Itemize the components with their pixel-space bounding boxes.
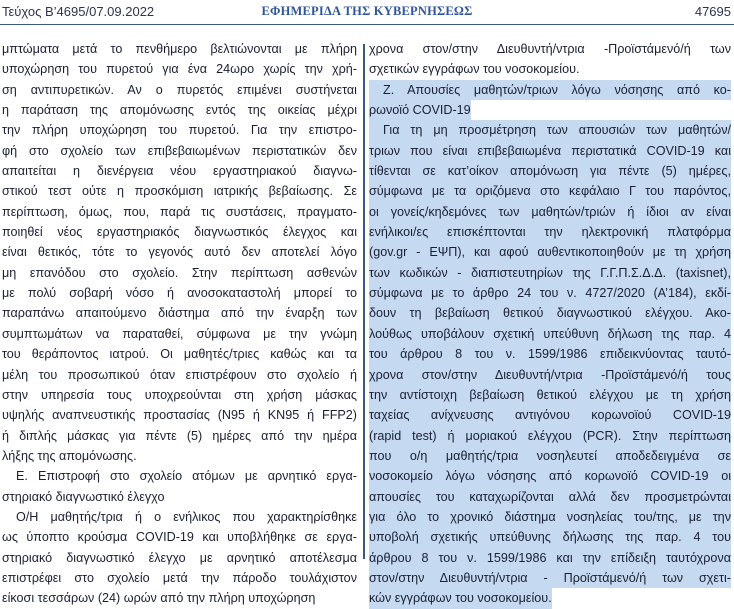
text-line: του θεράποντος ιατρού. Οι μαθητές/τριες καθώς και τα	[2, 347, 357, 362]
text-line: μπτώματα μετά το πενθήμερο βελτιώνονται με πλήρη	[2, 42, 357, 56]
text-line[interactable]: Ζ. Απουσίες μαθητών/τριων λόγω νόσησης από κο-	[369, 80, 731, 100]
right-column[interactable]	[369, 39, 731, 609]
text-line[interactable]: (gov.gr - ΕΨΠ), και αφού αυθεντικοποιηθούν με τη χρήση	[369, 242, 731, 262]
text-line: είκοσι τεσσάρων (24) ωρών από την πλήρη υποχώρηση	[2, 591, 316, 606]
section-z-heading[interactable]	[369, 80, 731, 121]
text-line: στην υπηρεσία τους υποχρεούνται στη χρήση μάσκας	[2, 387, 357, 402]
section-e-heading	[2, 466, 357, 507]
issue-label: Τεύχος Β’4695/07.09.2022	[2, 4, 155, 19]
text-line[interactable]: ρωνοϊό COVID-19	[369, 100, 471, 120]
column-divider	[363, 44, 365, 559]
text-line: ως ύποπτο κρούσμα COVID-19 και υποβλήθηκε σε εργα-	[2, 530, 357, 545]
text-line: Ο/Η μαθητής/τρια ή ο ενήλικος που χαρακτηρίσθηκε	[16, 509, 357, 524]
text-line: την πλήρη υποχώρηση του πυρετού. Για την επιστρο-	[2, 123, 357, 138]
text-line: Ε. Επιστροφή στο σχολείο ατόμων με αρνητικό εργα-	[16, 469, 357, 484]
text-line: η παράταση της απομόνωσης εντός της οικείας μέχρι	[2, 103, 357, 118]
text-line: συμπτωμάτων να παραταθεί, σύμφωνα με την γνώμη	[2, 326, 357, 341]
left-column	[2, 39, 357, 609]
section-e-body	[2, 507, 357, 609]
page-number: 47695	[694, 4, 731, 19]
continued-paragraph	[2, 39, 357, 466]
text-line[interactable]: (rapid test) ή μοριακού ελέγχου (PCR). Στην περίπτωση	[369, 426, 731, 446]
text-line: υποχώρηση του πυρετού για ένα 24ωρο χωρίς την χρή-	[2, 62, 357, 77]
text-line[interactable]: την αντίστοιχη βεβαίωση θετικού ελέγχου με τη χρήση	[369, 385, 731, 405]
text-line[interactable]: δουν τη βεβαίωση θετικού διαγνωστικού ελέγχου. Ακο-	[369, 303, 731, 323]
text-line[interactable]: υποβολή σχετικής υπεύθυνης δήλωσης της παρ. 4 του	[369, 527, 731, 547]
text-line: είναι θετικός, τότε το γεγονός αυτό δεν αποτελεί λόγο	[2, 245, 357, 260]
text-line: ση αντιπυρετικών. Αν ο πυρετός επιμένει συστήνεται	[2, 82, 357, 97]
text-line[interactable]: χρονα στον/στην Διευθυντή/ντρια -Προϊστάμενό/ή τους	[369, 365, 731, 385]
text-line[interactable]: άρθρου 8 του ν. 1599/1986 και την επίδειξη ταυτόχρονα	[369, 548, 731, 568]
text-line: στικού τεστ ούτε η προσκόμιση ιατρικής βεβαίωσης. Σε	[2, 184, 357, 199]
text-line[interactable]: λούθως υποβάλουν σχετική υπεύθυνη δήλωση της παρ. 4	[369, 324, 731, 344]
text-line: παραπάνω απαιτούμενο διάστημα από την έναρξη των	[2, 306, 357, 321]
text-line: ή διπλής μάσκας για πέντε (5) ημέρες από την ημέρα	[2, 428, 357, 443]
text-line: μέλη του προσωπικού όταν επιστρέφουν στο σχολείο ή	[2, 367, 357, 382]
text-line[interactable]: που ο/η μαθητής/τρια νοσηλευτεί αποδεδειγμένα σε	[369, 446, 731, 466]
text-line: με πολύ σοβαρή νόσο ή ανοσοκαταστολή μπορεί το	[2, 286, 357, 301]
text-line[interactable]: σύμφωνα με το άρθρο 24 του ν. 4727/2020 (Α’184), εκδί-	[369, 283, 731, 303]
gazette-title: ΕΦΗΜΕΡΙΔΑ ΤΗΣ ΚΥΒΕΡΝΗΣΕΩΣ	[261, 4, 473, 18]
text-line[interactable]: του άρθρου 8 του ν. 1599/1986 επιδεικνύοντας ταυτό-	[369, 344, 731, 364]
text-line[interactable]: των κωδικών - διαπιστευτηρίων της Γ.Γ.Π.Σ.Δ.Δ. (taxisnet),	[369, 263, 731, 283]
continued-paragraph	[369, 39, 731, 80]
text-line[interactable]: για όλο το χρονικό διάστημα νοσηλείας του/της, με την	[369, 507, 731, 527]
text-line[interactable]: τριων που είναι επιβεβαιωμένα περιστατικά COVID-19 και	[369, 141, 731, 161]
text-line[interactable]: κών εγγράφων του νοσοκομείου.	[369, 588, 552, 608]
page-header	[0, 0, 734, 25]
text-line: επιστρέφει στο σχολείο μετά την πάροδο τουλάχιστον	[2, 570, 357, 585]
text-line[interactable]: νοσοκομείο λόγω νόσησης από κορωνοϊό COVID-19 οι	[369, 466, 731, 486]
text-line: υψηλής αναπνευστικής προστασίας (N95 ή KN95 ή FFP2)	[2, 408, 357, 423]
text-line: μη επανόδου στο σχολείο. Στην περίπτωση ασθενών	[2, 265, 357, 280]
text-line[interactable]: σύμφωνα με τα οριζόμενα στο κεφάλαιο Γ του παρόντος,	[369, 181, 731, 201]
text-line: λήξης της απομόνωσης.	[2, 448, 137, 463]
text-line: απαιτείται η διενέργεια νέου εργαστηριακού διαγνω-	[2, 164, 357, 179]
text-line: περίπτωση, όμως, που, παρά τις συστάσεις, πραγματο-	[2, 204, 357, 219]
section-z-body[interactable]	[369, 120, 731, 608]
text-line[interactable]: Για τη μη προσμέτρηση των απουσιών των μαθητών/	[369, 120, 731, 140]
text-line: ποιηθεί νέος εργαστηριακός διαγνωστικός έλεγχος και	[2, 225, 357, 240]
text-line: σχετικών εγγράφων του νοσοκομείου.	[369, 62, 580, 77]
text-line[interactable]: απουσίες του καταχωρίζονται αλλά δεν προσμετρώνται	[369, 487, 731, 507]
text-line[interactable]: στον/στην Διευθυντή/ντρια - Προϊστάμενό/ή των σχετι-	[369, 568, 731, 588]
text-line: χρονα στον/στην Διευθυντή/ντρια -Προϊστάμενό/ή των	[369, 42, 731, 56]
text-line[interactable]: ταχείας ανίχνευσης αντιγόνου κορωνοϊού COVID-19	[369, 405, 731, 425]
text-line: φή στο σχολείο των επιβεβαιωμένων περιστατικών δεν	[2, 143, 357, 158]
text-line[interactable]: οι γονείς/κηδεμόνες των μαθητών/τριών ή ίδιοι αν είναι	[369, 202, 731, 222]
text-line[interactable]: τίθενται σε κατ’οίκον απομόνωση για πέντε (5) ημέρες,	[369, 161, 731, 181]
text-line: στηριακό διαγνωστικό έλεγχο	[2, 489, 165, 504]
text-line[interactable]: ενήλικοι/ες επισκέπτονται την ηλεκτρονική πλατφόρμα	[369, 222, 731, 242]
text-line: στηριακό διαγνωστικό έλεγχο με αρνητικό αποτέλεσμα	[2, 550, 357, 565]
